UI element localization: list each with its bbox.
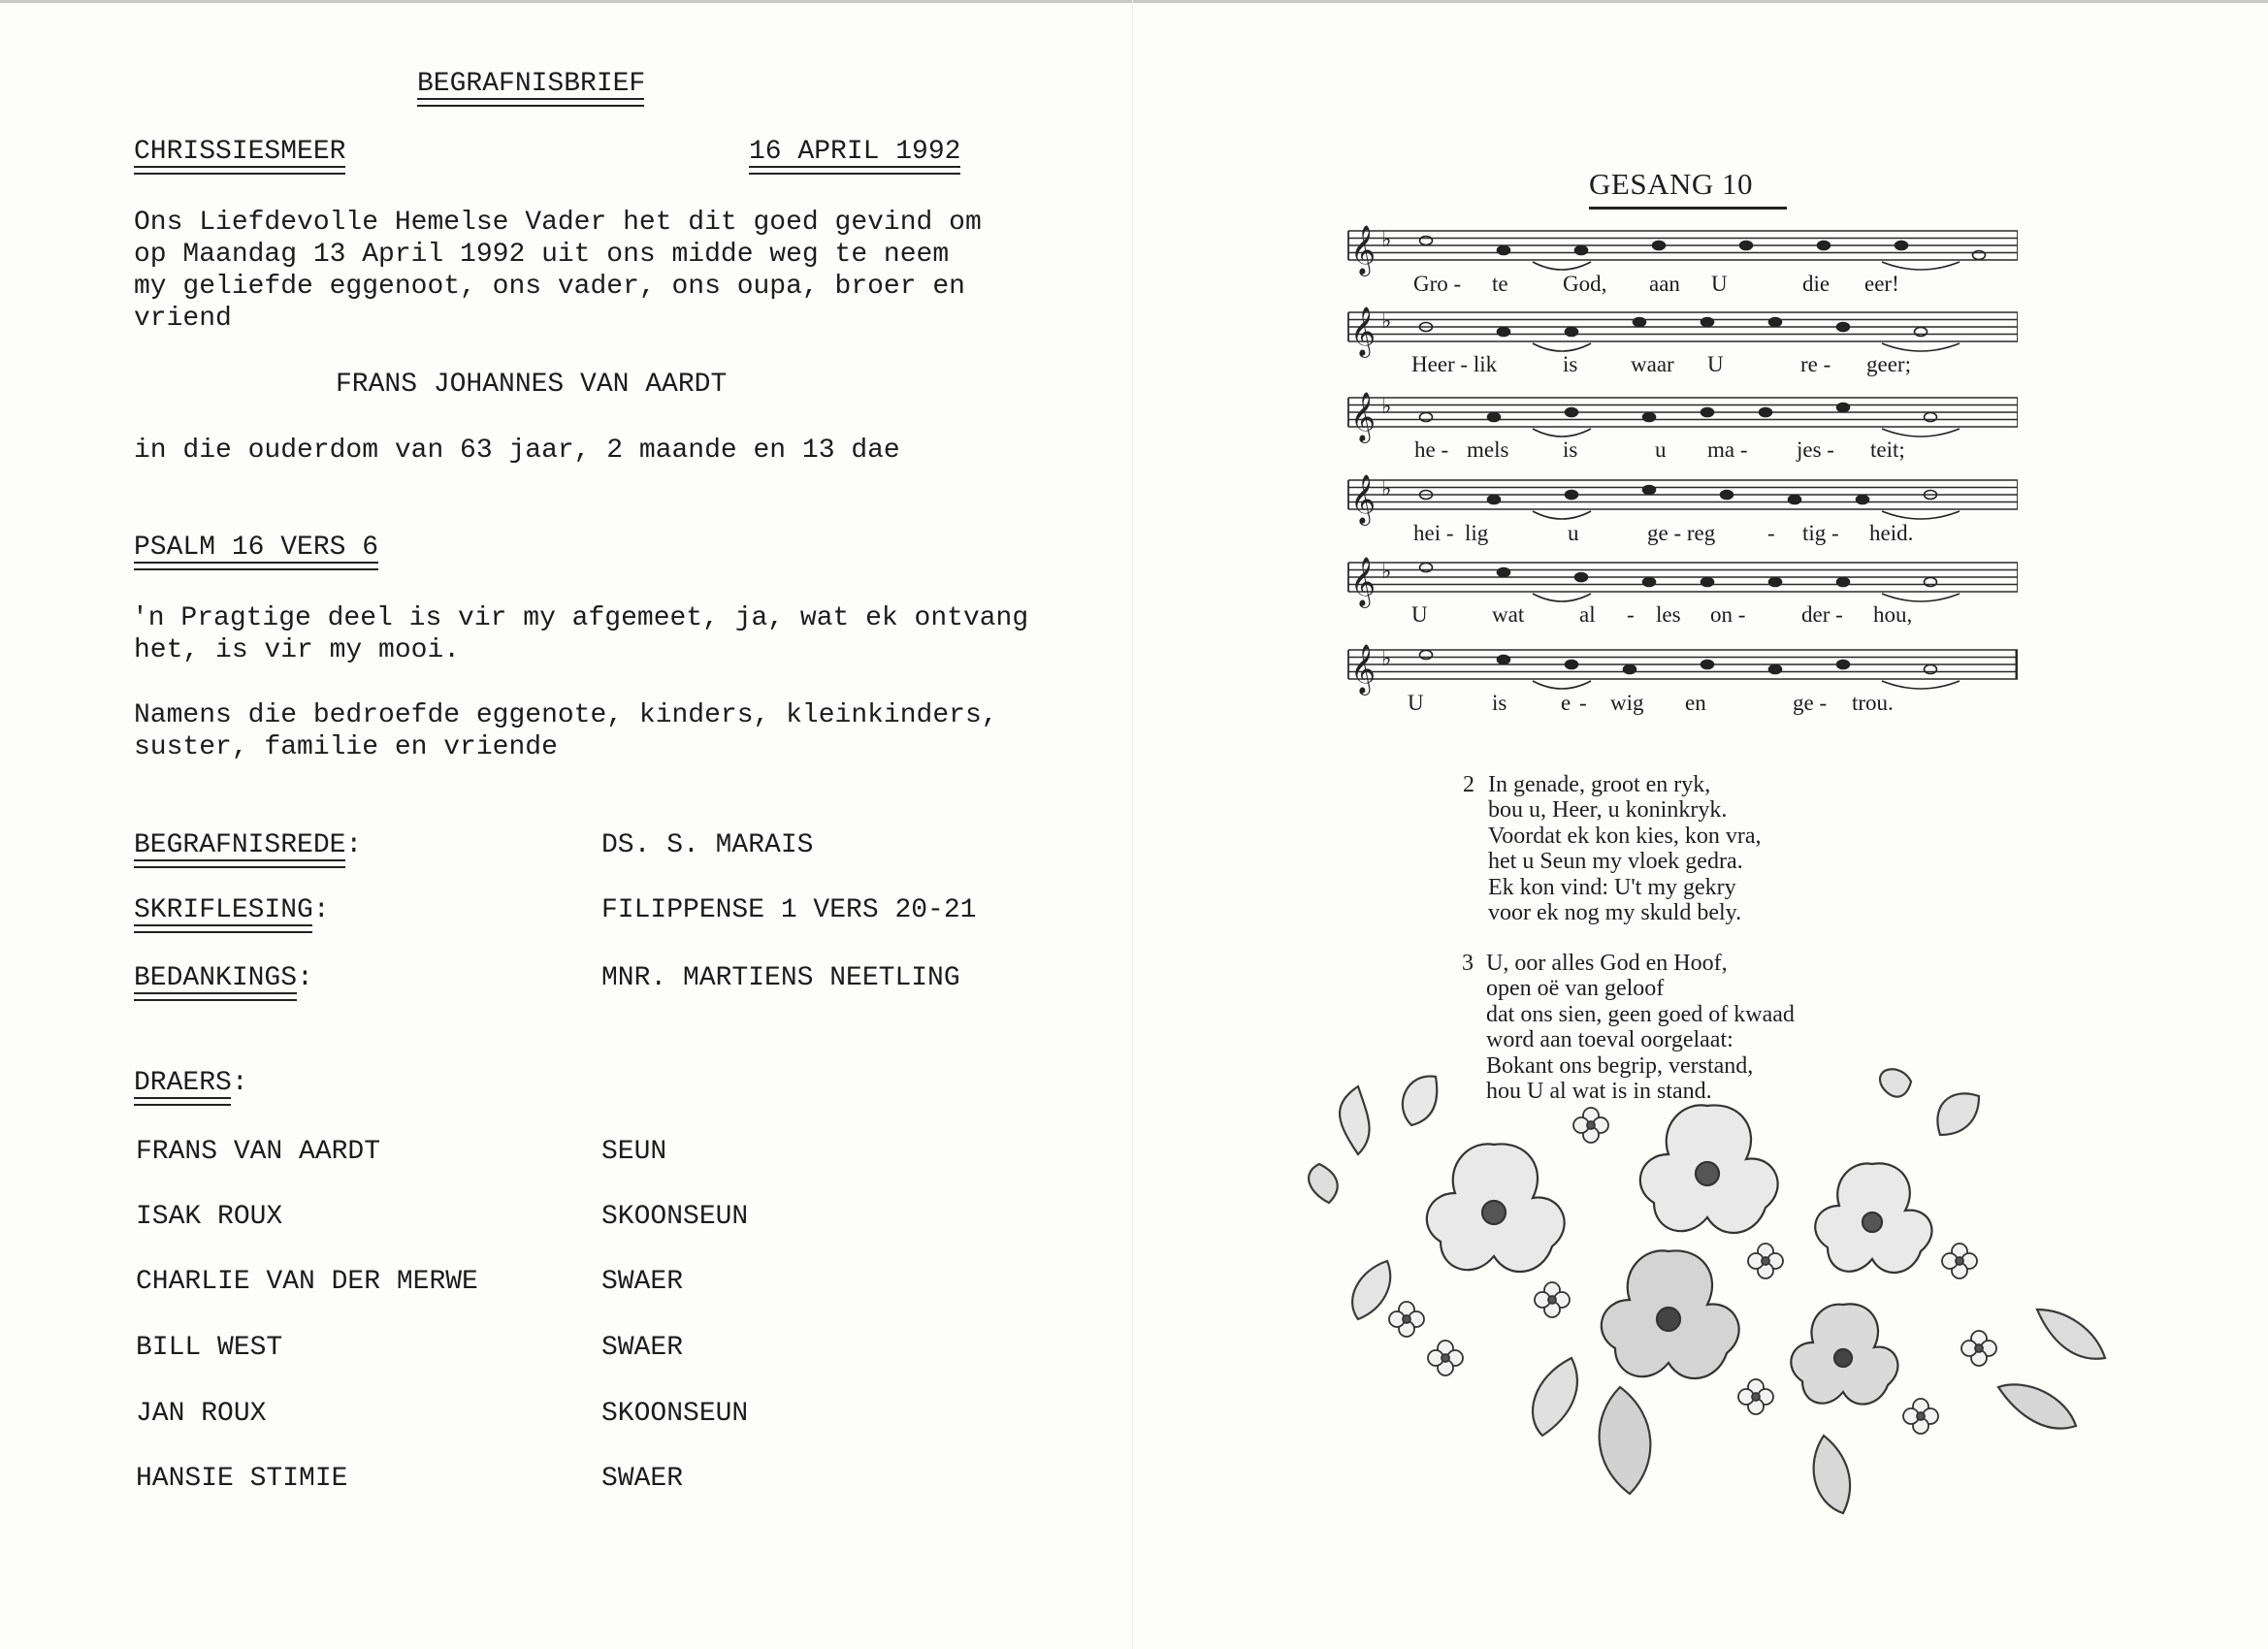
flat-sign-icon: ♭ (1381, 477, 1392, 501)
flower (1427, 1144, 1565, 1272)
lyric-syllable: hei - (1413, 521, 1454, 545)
note-head (1488, 413, 1501, 422)
verse-3-line: open oë van geloof (1486, 976, 1665, 1001)
draers-heading: DRAERS: (134, 1068, 248, 1098)
lyric-syllable: lig (1465, 521, 1489, 545)
draer-relation: SKOONSEUN (601, 1399, 749, 1429)
letter-title: BEGRAFNISBRIEF (417, 69, 646, 99)
deceased-name: FRANS JOHANNES VAN AARDT (336, 370, 728, 400)
leaf (1814, 1436, 1850, 1513)
flat-sign-icon: ♭ (1381, 309, 1392, 334)
treble-clef-icon: 𝄞 (1350, 474, 1377, 524)
note-head (1789, 496, 1801, 504)
note-head (1643, 486, 1656, 495)
role-underline (134, 992, 297, 1001)
leaf (1309, 1164, 1338, 1203)
staff (1348, 307, 2018, 358)
lyric-syllable: aan (1649, 272, 1680, 296)
blossom (1535, 1282, 1570, 1317)
verse-3-line: Bokant ons begrip, verstand, (1486, 1053, 1754, 1079)
draer-name: BILL WEST (136, 1333, 283, 1363)
lyric-syllable: ge - (1793, 691, 1828, 715)
lyric-syllable: U (1707, 352, 1724, 376)
note-head (1769, 318, 1782, 327)
lyric-syllable: geer; (1866, 352, 1911, 376)
role-value-begrafnisrede: DS. S. MARAIS (601, 830, 814, 860)
note-head (1895, 242, 1908, 250)
lyric-syllable: Heer - lik (1411, 352, 1498, 376)
letter-date: 16 APRIL 1992 (749, 137, 961, 167)
note-head (1575, 573, 1588, 582)
lyric-syllable: re - (1800, 352, 1831, 376)
intro-line-3: my geliefde eggenoot, ons vader, ons oupa, broer en (134, 272, 965, 302)
note-head (1769, 665, 1782, 674)
age-line: in die ouderdom van 63 jaar, 2 maande en 13 dae (134, 436, 900, 466)
draer-relation: SWAER (601, 1464, 684, 1494)
namens-line-1: Namens die bedroefde eggenote, kinders, kleinkinders, (134, 700, 998, 730)
flat-sign-icon: ♭ (1381, 395, 1392, 419)
lyric-syllable: U (1408, 691, 1424, 715)
treble-clef-icon: 𝄞 (1350, 392, 1377, 441)
psalm-underline (134, 562, 378, 570)
blossom (1573, 1108, 1608, 1143)
note-head (1701, 408, 1714, 417)
note-head (1566, 491, 1578, 500)
note-head (1575, 246, 1588, 255)
page-fold (1132, 0, 1133, 1649)
note-head (1566, 328, 1578, 337)
leaf (1403, 1077, 1437, 1125)
leaf (1352, 1261, 1390, 1319)
lyric-syllable: ge - reg (1647, 521, 1716, 545)
verse-2-line: voor ek nog my skuld bely. (1488, 900, 1742, 925)
note-head (1818, 242, 1831, 250)
staff (1348, 474, 2018, 526)
draer-relation: SWAER (601, 1333, 684, 1363)
draer-name: JAN ROUX (136, 1399, 267, 1429)
slur (1882, 429, 1960, 436)
slur (1882, 511, 1960, 519)
note-head (1643, 578, 1656, 587)
intro-line-1: Ons Liefdevolle Hemelse Vader het dit goed gevind om (134, 208, 982, 238)
verse-3-line: dat ons sien, geen goed of kwaad (1486, 1002, 1795, 1027)
note-head (1498, 568, 1510, 577)
page-top-edge (0, 0, 2268, 3)
intro-line-2: op Maandag 13 April 1992 uit ons midde weg te neem (134, 240, 950, 270)
treble-clef-icon: 𝄞 (1350, 225, 1377, 275)
verse-2-line: het u Seun my vloek gedra. (1488, 849, 1743, 874)
note-head (1701, 578, 1714, 587)
note-head (1643, 413, 1656, 422)
slur (1533, 429, 1591, 436)
lyric-syllable: al (1579, 602, 1596, 627)
psalm-line-2: het, is vir my mooi. (134, 635, 461, 665)
note-head (1498, 246, 1510, 255)
note-head (1837, 404, 1850, 412)
role-label-begrafnisrede: BEGRAFNISREDE: (134, 830, 363, 860)
note-head (1837, 661, 1850, 669)
note-head (1634, 318, 1646, 327)
lyric-syllable: die (1802, 272, 1831, 296)
floral-illustration (1300, 1067, 2134, 1533)
staff (1348, 644, 2018, 695)
leaf (1937, 1093, 1979, 1135)
lyric-syllable: wig (1610, 691, 1644, 715)
leaf (1998, 1384, 2076, 1428)
lyric-syllable: tig - (1802, 521, 1839, 545)
lyric-syllable: God, (1563, 272, 1607, 296)
flower (1791, 1304, 1897, 1404)
note-head (1624, 665, 1636, 674)
note-head (1721, 491, 1733, 500)
lyric-syllable: mels (1467, 437, 1509, 462)
flower (1640, 1105, 1778, 1233)
note-head (1701, 318, 1714, 327)
slur (1533, 681, 1591, 689)
lyric-syllable: les (1656, 602, 1681, 627)
lyric-syllable: u (1568, 521, 1579, 545)
lyric-syllable: heid. (1869, 521, 1914, 545)
intro-line-4: vriend (134, 304, 232, 334)
role-value-bedankings: MNR. MARTIENS NEETLING (601, 963, 960, 993)
note-head (1701, 661, 1714, 669)
slur (1882, 681, 1960, 689)
lyric-syllable: u (1655, 437, 1667, 462)
lyric-syllable: is (1563, 437, 1578, 462)
draer-name: FRANS VAN AARDT (136, 1137, 381, 1167)
lyric-syllable: - (1579, 691, 1587, 715)
blossom (1428, 1341, 1463, 1375)
verse-2-line: Ek kon vind: U't my gekry (1488, 875, 1736, 900)
blossom (1748, 1244, 1783, 1278)
note-head (1653, 242, 1666, 250)
verse-3-number: 3 (1462, 951, 1474, 976)
lyric-syllable: jes - (1797, 437, 1834, 462)
role-value-skriflesing: FILIPPENSE 1 VERS 20-21 (601, 895, 977, 925)
title-underline (417, 98, 644, 107)
slur (1882, 343, 1960, 351)
draer-relation: SEUN (601, 1137, 667, 1167)
verse-3-line: word aan toeval oorgelaat: (1486, 1027, 1733, 1052)
staff (1348, 225, 2018, 276)
leaf (1340, 1086, 1369, 1154)
treble-clef-icon: 𝄞 (1350, 557, 1377, 606)
hymn-title: GESANG 10 (1589, 167, 1753, 201)
draer-name: ISAK ROUX (136, 1202, 283, 1232)
psalm-line-1: 'n Pragtige deel is vir my afgemeet, ja, wat ek ontvang (132, 603, 1029, 633)
place-underline (134, 166, 345, 175)
blossom (1738, 1379, 1773, 1414)
flower (1815, 1163, 1931, 1273)
slur (1533, 511, 1591, 519)
note-head (1740, 242, 1753, 250)
role-label-bedankings: BEDANKINGS: (134, 963, 313, 993)
draer-relation: SKOONSEUN (601, 1202, 749, 1232)
lyric-syllable: Gro - (1413, 272, 1462, 296)
blossom (1961, 1331, 1996, 1366)
note-head (1488, 496, 1501, 504)
slur (1533, 594, 1591, 601)
draer-name: HANSIE STIMIE (136, 1464, 348, 1494)
leaf (1533, 1358, 1577, 1436)
date-underline (749, 166, 960, 175)
leaf (2037, 1310, 2105, 1359)
staff (1348, 557, 2018, 608)
place-name: CHRISSIESMEER (134, 137, 346, 167)
slur (1533, 262, 1591, 270)
flat-sign-icon: ♭ (1381, 647, 1392, 671)
verse-2-line: Voordat ek kon kies, kon vra, (1488, 824, 1762, 849)
lyric-syllable: trou. (1852, 691, 1894, 715)
blossom (1903, 1399, 1938, 1434)
blossom (1389, 1302, 1424, 1337)
lyric-syllable: he - (1414, 437, 1449, 462)
note-head (1857, 496, 1869, 504)
lyric-syllable: wat (1492, 602, 1525, 627)
note-head (1837, 578, 1850, 587)
slur (1882, 594, 1960, 601)
verse-3-line: U, oor alles God en Hoof, (1486, 951, 1728, 976)
note-head (1837, 323, 1850, 332)
treble-clef-icon: 𝄞 (1350, 307, 1377, 356)
note-head (1498, 656, 1510, 664)
lyric-syllable: is (1492, 691, 1507, 715)
leaf (1600, 1387, 1651, 1494)
draers-underline (134, 1097, 231, 1106)
flat-sign-icon: ♭ (1381, 228, 1392, 252)
flat-sign-icon: ♭ (1381, 560, 1392, 584)
verse-2-line: In genade, groot en ryk, (1488, 772, 1711, 797)
verse-2-number: 2 (1463, 772, 1474, 797)
lyric-syllable: e (1561, 691, 1571, 715)
staff (1348, 392, 2018, 443)
psalm-heading: PSALM 16 VERS 6 (134, 533, 379, 563)
verse-2-line: bou u, Heer, u koninkryk. (1488, 797, 1728, 823)
lyric-syllable: on - (1710, 602, 1746, 627)
lyric-syllable: is (1563, 352, 1578, 376)
draer-relation: SWAER (601, 1267, 684, 1297)
lyric-syllable: waar (1631, 352, 1674, 376)
role-label-skriflesing: SKRIFLESING: (134, 895, 330, 925)
note-head (1760, 408, 1772, 417)
verse-3-line: hou U al wat is in stand. (1486, 1079, 1712, 1104)
slur (1882, 262, 1960, 270)
role-underline (134, 924, 312, 933)
note-head (1566, 661, 1578, 669)
lyric-syllable: eer! (1864, 272, 1899, 296)
lyric-syllable: en (1685, 691, 1706, 715)
flower (1602, 1250, 1739, 1378)
leaf (1880, 1069, 1911, 1096)
lyric-syllable: hou, (1873, 602, 1913, 627)
slur (1533, 343, 1591, 351)
note-head (1566, 408, 1578, 417)
namens-line-2: suster, familie en vriende (134, 732, 558, 762)
lyric-syllable: - (1767, 521, 1775, 545)
lyric-syllable: ma - (1707, 437, 1748, 462)
lyric-syllable: teit; (1870, 437, 1905, 462)
lyric-syllable: der - (1801, 602, 1843, 627)
role-underline (134, 859, 345, 868)
lyric-syllable: U (1411, 602, 1428, 627)
lyric-syllable: U (1711, 272, 1728, 296)
hymn-title-underline (1589, 207, 1787, 210)
note-head (1769, 578, 1782, 587)
treble-clef-icon: 𝄞 (1350, 644, 1377, 694)
blossom (1942, 1244, 1977, 1278)
lyric-syllable: - (1627, 602, 1635, 627)
draer-name: CHARLIE VAN DER MERWE (136, 1267, 478, 1297)
lyric-syllable: te (1492, 272, 1508, 296)
note-head (1498, 328, 1510, 337)
